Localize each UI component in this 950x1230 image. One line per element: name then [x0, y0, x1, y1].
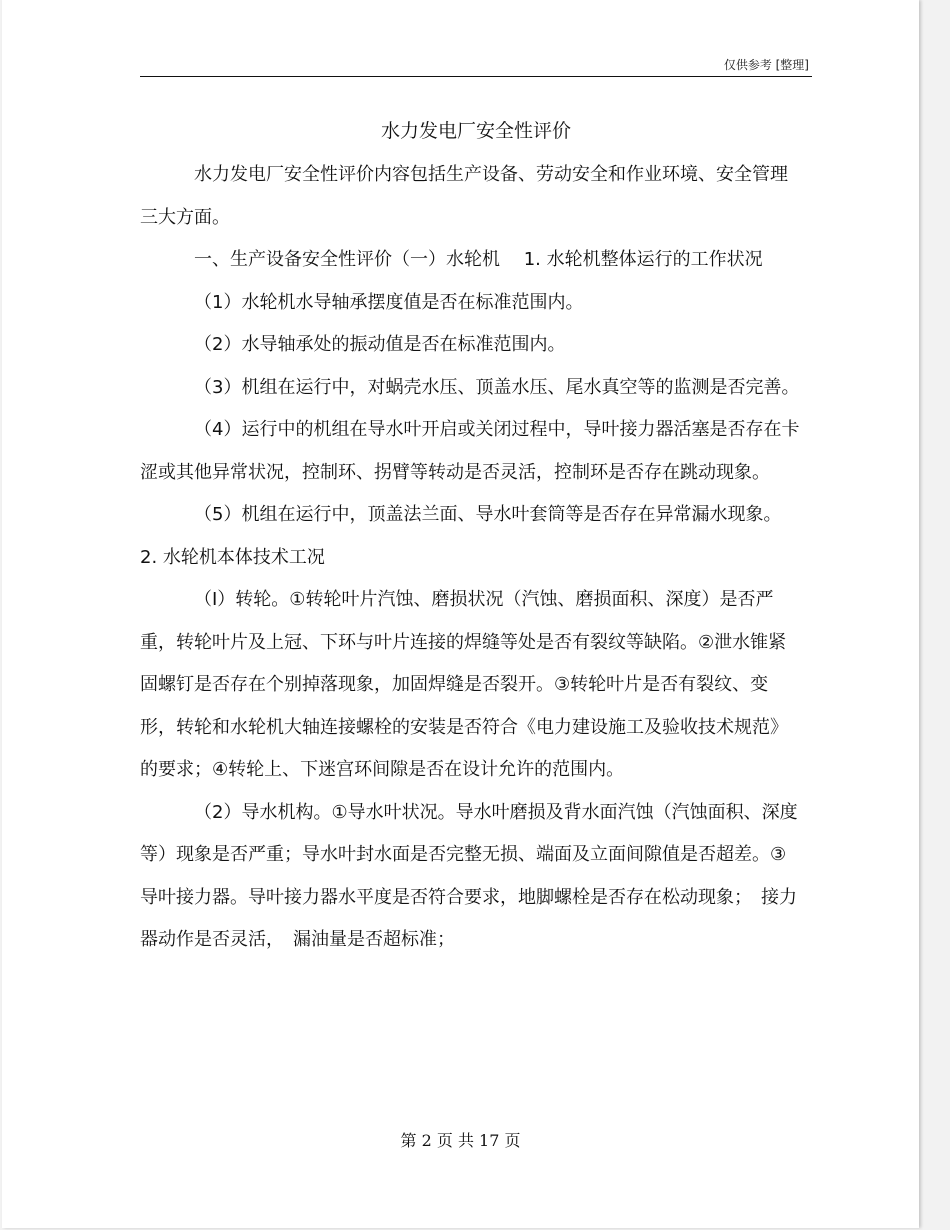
paragraph-item-4: （4）运行中的机组在导水叶开启或关闭过程中，导叶接力器活塞是否存在卡涩或其他异常状况，控制环、拐臂等转动是否灵活，控制环是否存在跳动现象。 — [140, 419, 800, 483]
paragraph-guide-vane: （2）导水机构。①导水叶状况。导水叶磨损及背水面汽蚀（汽蚀面积、深度等）现象是否严重；导水叶封水面是否完整无损、端面及立面间隙值是否超差。③导叶接力器。导叶接力器水平度是否符合要求，地脚螺栓是否存在松动现象； 接力器动作是否灵活， 漏油量是否超标准； — [140, 801, 798, 950]
document-title: 水力发电厂安全性评价 — [380, 120, 571, 142]
paragraph-runner: （I）转轮。①转轮叶片汽蚀、磨损状况（汽蚀、磨损面积、深度）是否严重，转轮叶片及上冠、下环与叶片连接的焊缝等处是否有裂纹等缺陷。②泄水锥紧固螺钉是否存在个别掉落现象，加固焊缝是否裂开。③转轮叶片是否有裂纹、变形，转轮和水轮机大轴连接螺栓的安装是否符合《电力建设施工及验收技术规范》的要求；④转轮上、下迷宫环间隙是否在设计允许的范围内。 — [140, 589, 788, 780]
document-body — [140, 154, 800, 962]
paragraph-item-1: （1）水轮机水导轴承摆度值是否在标准范围内。 — [194, 291, 584, 313]
header-note: 仅供参考 [整理] — [723, 58, 809, 72]
paragraph-item-3: （3）机组在运行中，对蜗壳水压、顶盖水压、尾水真空等的监测是否完善。 — [194, 376, 800, 398]
page-number: 第 2 页 共 17 页 — [400, 1131, 521, 1150]
document-page — [2, 0, 919, 1228]
paragraph-intro: 水力发电厂安全性评价内容包括生产设备、劳动安全和作业环境、安全管理三大方面。 — [140, 164, 788, 228]
header-rule — [140, 76, 812, 77]
paragraph-item-2: （2）水导轴承处的振动值是否在标准范围内。 — [194, 334, 566, 355]
paragraph-section-1: 一、生产设备安全性评价（一）水轮机 1. 水轮机整体运行的工作状况 — [194, 249, 763, 270]
paragraph-item-5: （5）机组在运行中，顶盖法兰面、导水叶套筒等是否存在异常漏水现象。 2. 水轮机本体技术工况 — [140, 504, 782, 568]
